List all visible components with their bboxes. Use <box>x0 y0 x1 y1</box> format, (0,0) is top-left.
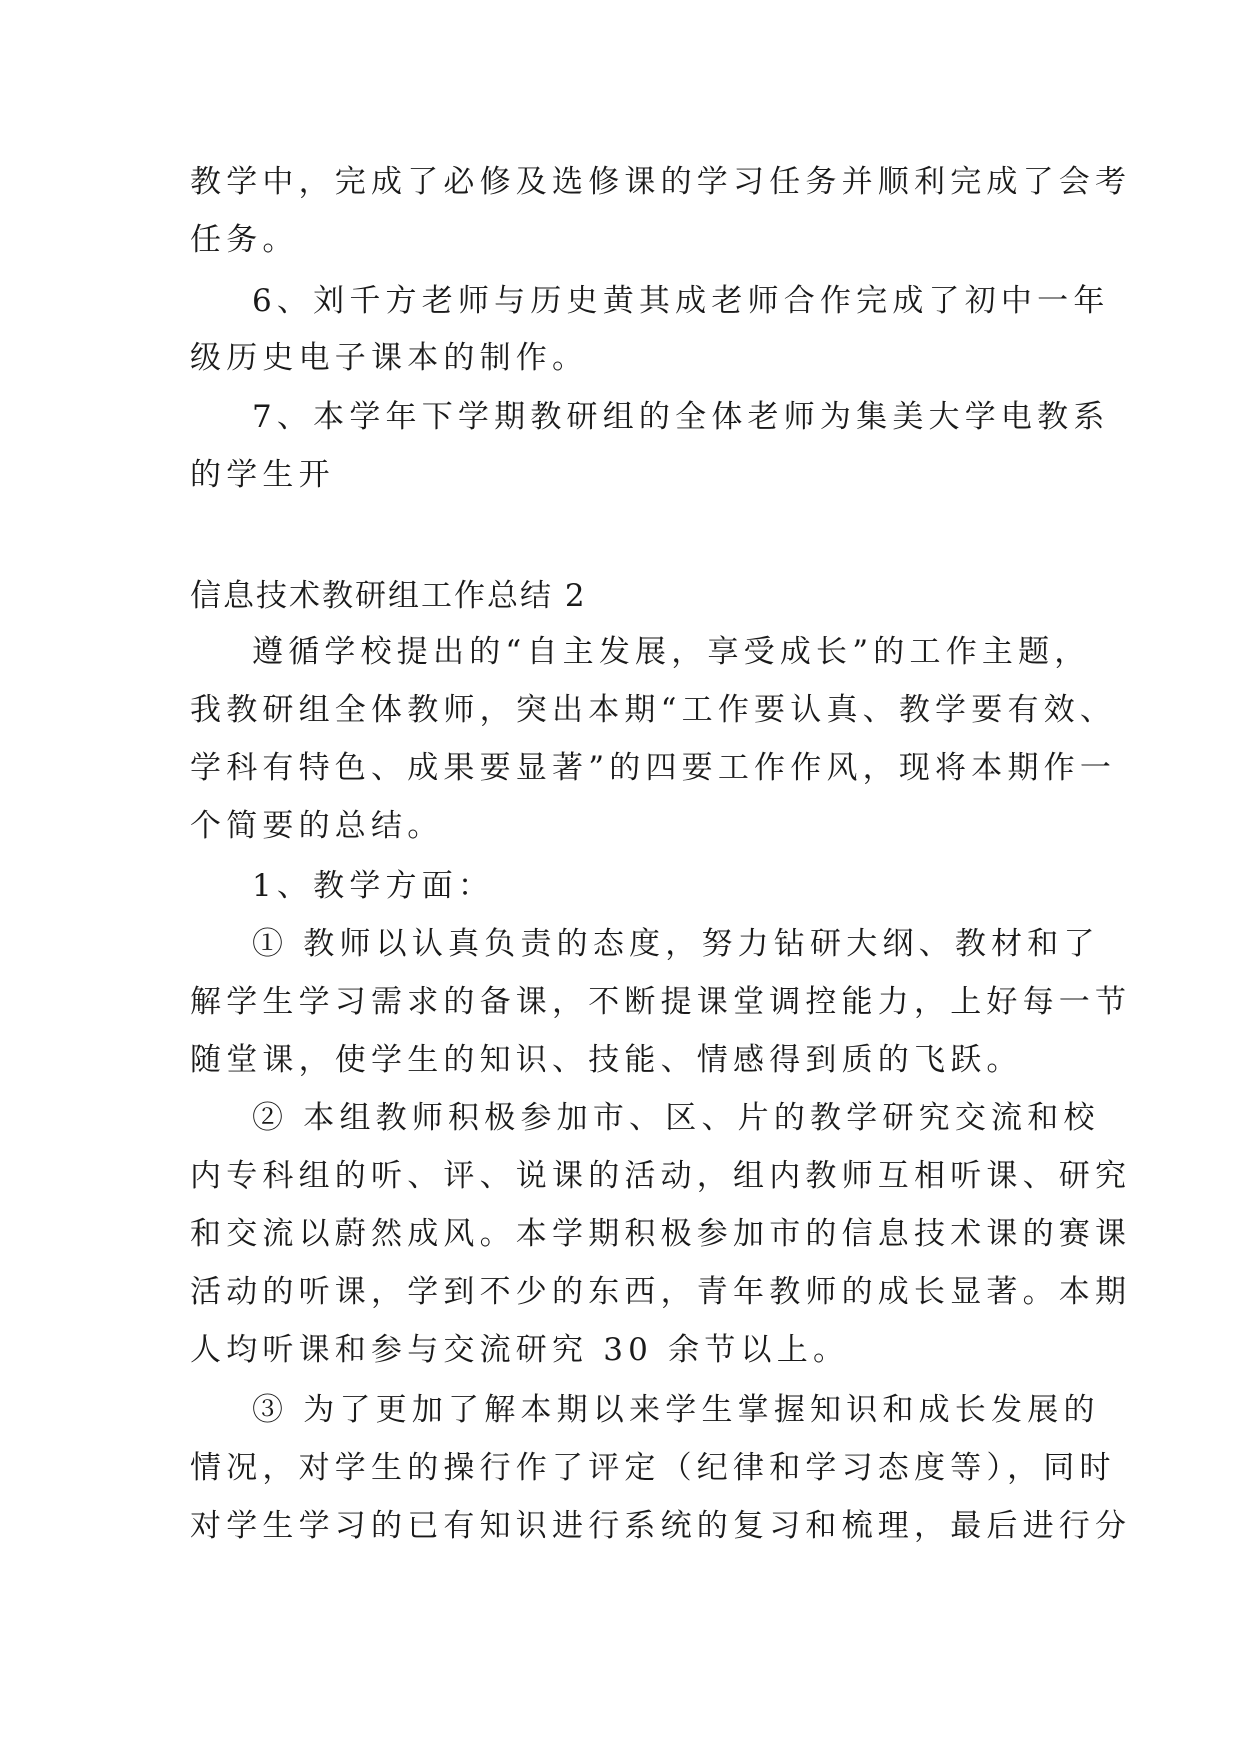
paragraph-line: 1、教学方面： <box>252 868 495 904</box>
paragraph-line: 我教研组全体教师，突出本期“工作要认真、教学要有效、 <box>190 692 1117 728</box>
paragraph-line: 活动的听课，学到不少的东西，青年教师的成长显著。本期 <box>190 1274 1132 1310</box>
paragraph-line: 教学中，完成了必修及选修课的学习任务并顺利完成了会考 <box>190 164 1132 200</box>
paragraph-line: 内专科组的听、评、说课的活动，组内教师互相听课、研究 <box>190 1158 1132 1194</box>
paragraph-line: 遵循学校提出的“自主发展，享受成长”的工作主题， <box>252 634 1091 670</box>
paragraph-line: 的学生开 <box>190 457 335 493</box>
paragraph-line: 6、刘千方老师与历史黄其成老师合作完成了初中一年 <box>252 283 1110 319</box>
paragraph-line: 解学生学习需求的备课，不断提课堂调控能力，上好每一节 <box>190 984 1132 1020</box>
paragraph-line: 7、本学年下学期教研组的全体老师为集美大学电教系 <box>252 399 1110 435</box>
paragraph-line: 级历史电子课本的制作。 <box>190 340 589 376</box>
section-title: 信息技术教研组工作总结 2 <box>190 578 587 614</box>
paragraph-line: ③ 为了更加了解本期以来学生掌握知识和成长发展的 <box>252 1392 1100 1428</box>
paragraph-line: 人均听课和参与交流研究 30 余节以上。 <box>190 1332 850 1368</box>
paragraph-line: 个简要的总结。 <box>190 808 444 844</box>
paragraph-line: ① 教师以认真负责的态度，努力钻研大纲、教材和了 <box>252 926 1100 962</box>
paragraph-line: 和交流以蔚然成风。本学期积极参加市的信息技术课的赛课 <box>190 1216 1132 1252</box>
paragraph-line: 任务。 <box>190 222 299 258</box>
paragraph-line: 随堂课，使学生的知识、技能、情感得到质的飞跃。 <box>190 1042 1023 1078</box>
paragraph-line: 情况，对学生的操行作了评定（纪律和学习态度等），同时 <box>190 1450 1116 1486</box>
paragraph-line: 对学生学习的已有知识进行系统的复习和梳理，最后进行分 <box>190 1508 1132 1544</box>
paragraph-line: ② 本组教师积极参加市、区、片的教学研究交流和校 <box>252 1100 1100 1136</box>
paragraph-line: 学科有特色、成果要显著”的四要工作作风，现将本期作一 <box>190 750 1117 786</box>
